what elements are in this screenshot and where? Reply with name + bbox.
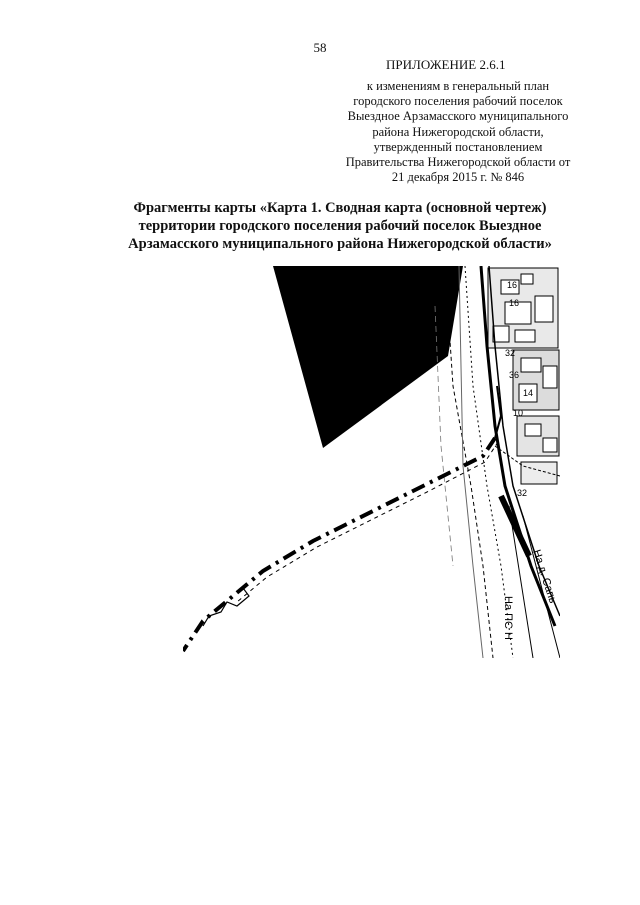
appendix-title: ПРИЛОЖЕНИЕ 2.6.1 — [386, 57, 506, 72]
map-fragment — [183, 266, 560, 658]
approval-line: района Нижегородской области, — [372, 124, 544, 139]
approval-note — [318, 79, 598, 185]
title-line: Фрагменты карты «Карта 1. Сводная карта (основной чертеж) — [133, 200, 547, 216]
approval-line: утвержденный постановлением — [373, 139, 543, 154]
map-road-label-2: На ПС Н — [502, 596, 514, 640]
title-line: Арзамасского муниципального района Нижегородской области» — [128, 236, 552, 252]
approval-line: городского поселения рабочий поселок — [353, 94, 563, 109]
map-label-32a: 32 — [505, 348, 516, 358]
page-number: 58 — [313, 40, 327, 55]
document-title — [80, 199, 600, 253]
map-drawing — [183, 266, 560, 658]
title-line: территории городского поселения рабочий поселок Выездное — [138, 218, 542, 234]
map-road-label-1: На д. Сапь — [530, 548, 559, 605]
map-label-16b: 16 — [509, 298, 520, 308]
approval-line: 21 декабря 2015 г. № 846 — [391, 170, 525, 185]
map-label-14: 14 — [523, 388, 534, 398]
approval-line: Выездное Арзамасского муниципального — [347, 109, 569, 124]
map-label-36: 36 — [509, 370, 520, 380]
map-label-16a: 16 — [507, 280, 518, 290]
approval-line: Правительства Нижегородской области от — [345, 155, 571, 170]
approval-line: к изменениям в генеральный план — [366, 79, 550, 93]
map-label-32b: 32 — [517, 488, 528, 498]
map-label-10: 10 — [513, 408, 524, 418]
